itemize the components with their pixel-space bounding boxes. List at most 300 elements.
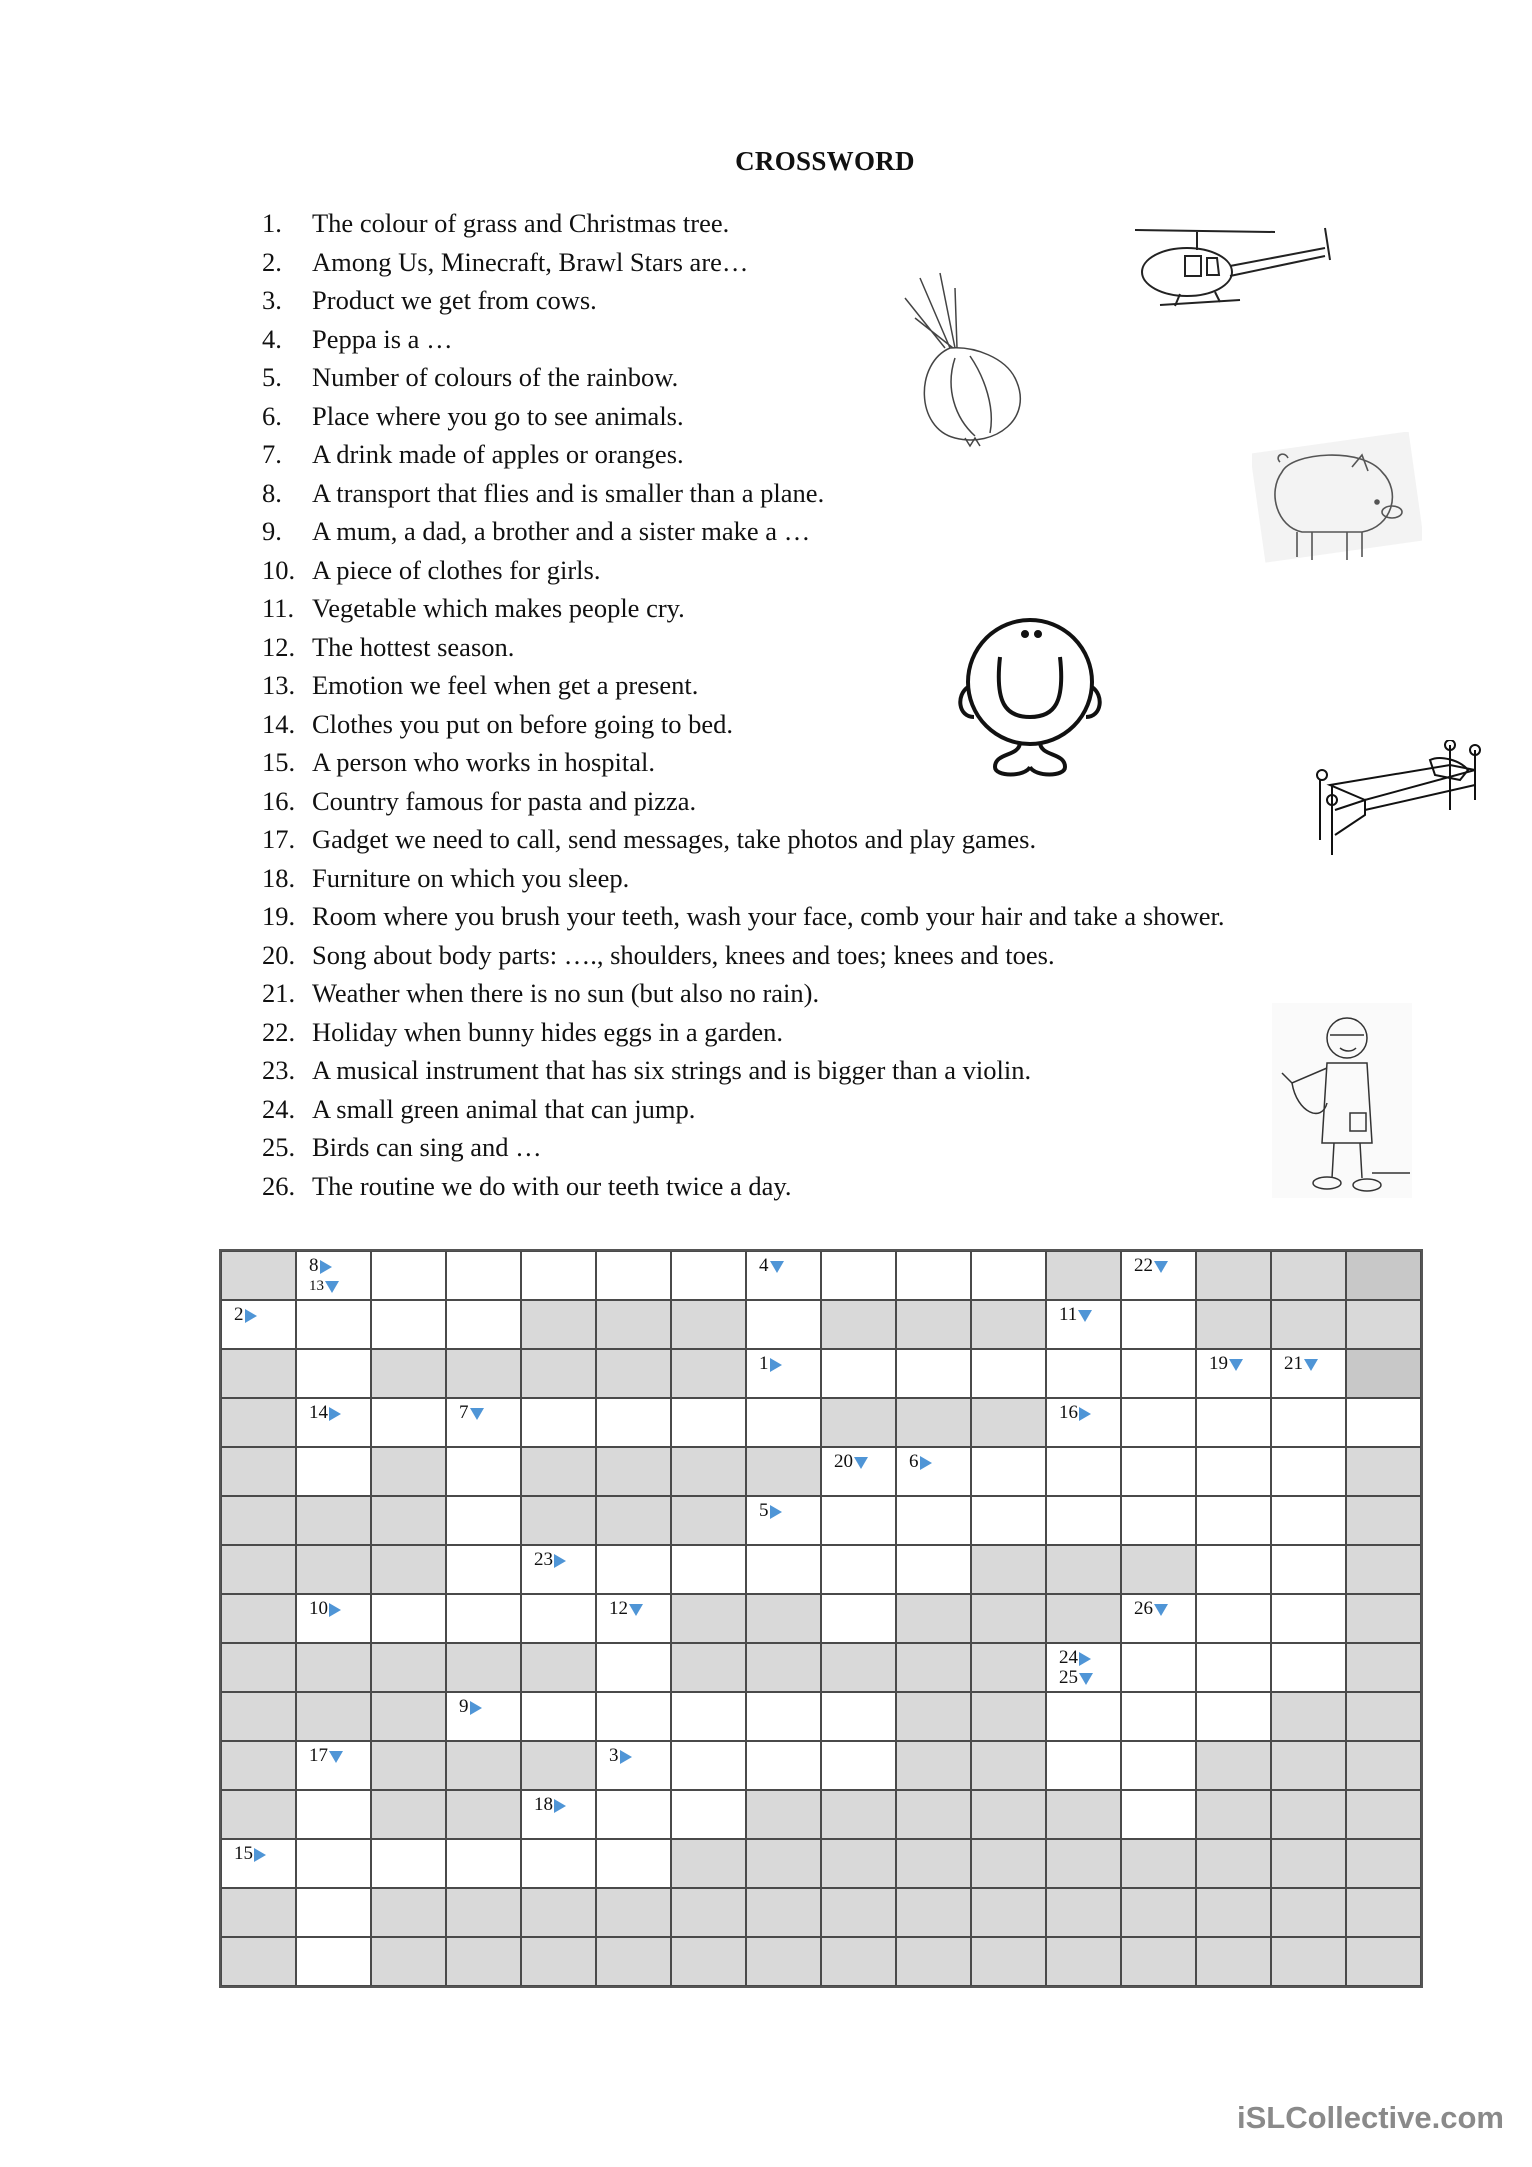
grid-block-cell (1046, 1251, 1121, 1300)
grid-letter-cell[interactable] (821, 1349, 896, 1398)
grid-block-cell (971, 1300, 1046, 1349)
clue-text: The colour of grass and Christmas tree. (312, 208, 730, 238)
grid-block-cell (371, 1496, 446, 1545)
grid-letter-cell[interactable] (1046, 1398, 1121, 1447)
clue-number: 26. (262, 1170, 296, 1201)
grid-letter-cell[interactable] (596, 1790, 671, 1839)
clue-item (262, 512, 1225, 551)
grid-letter-cell[interactable] (296, 1594, 371, 1643)
grid-block-cell (596, 1496, 671, 1545)
clue-number: 13. (262, 670, 296, 700)
grid-block-cell (221, 1496, 296, 1545)
grid-letter-cell[interactable] (296, 1741, 371, 1790)
arrow-down-icon (325, 1281, 339, 1293)
clue-number: 11. (262, 593, 295, 623)
grid-letter-cell[interactable] (371, 1300, 446, 1349)
clue-text: A drink made of apples or oranges. (312, 439, 684, 469)
clue-item (262, 1167, 1225, 1206)
grid-block-cell (821, 1839, 896, 1888)
clue-number-text: 10 (309, 1598, 328, 1619)
clue-number-text: 14 (309, 1402, 328, 1423)
grid-letter-cell[interactable] (596, 1251, 671, 1300)
clue-number-label (759, 1354, 782, 1374)
clue-number: 6. (262, 400, 282, 431)
clue-number: 10. (262, 554, 296, 585)
grid-block-cell (371, 1545, 446, 1594)
grid-letter-cell[interactable] (746, 1692, 821, 1741)
grid-letter-cell[interactable] (671, 1790, 746, 1839)
clue-number-text: 16 (1059, 1402, 1078, 1423)
grid-block-cell (746, 1839, 821, 1888)
grid-letter-cell[interactable] (1271, 1447, 1346, 1496)
grid-letter-cell[interactable] (821, 1692, 896, 1741)
grid-letter-cell[interactable] (446, 1839, 521, 1888)
grid-block-cell (1346, 1888, 1421, 1937)
grid-letter-cell[interactable] (671, 1545, 746, 1594)
grid-block-cell (1346, 1251, 1421, 1300)
grid-letter-cell[interactable] (821, 1594, 896, 1643)
grid-letter-cell[interactable] (1271, 1496, 1346, 1545)
grid-block-cell (1271, 1251, 1346, 1300)
grid-letter-cell[interactable] (446, 1594, 521, 1643)
grid-letter-cell[interactable] (296, 1398, 371, 1447)
clue-number-label (234, 1844, 266, 1864)
grid-letter-cell[interactable] (896, 1545, 971, 1594)
grid-letter-cell[interactable] (371, 1251, 446, 1300)
grid-block-cell (446, 1888, 521, 1937)
grid-block-cell (821, 1790, 896, 1839)
grid-block-cell (296, 1496, 371, 1545)
worksheet-title: CROSSWORD (735, 146, 915, 176)
clue-text: Number of colours of the rainbow. (312, 362, 679, 392)
grid-letter-cell[interactable] (896, 1251, 971, 1300)
clue-item (262, 435, 1225, 474)
grid-block-cell (1346, 1643, 1421, 1692)
grid-letter-cell[interactable] (221, 1300, 296, 1349)
arrow-down-icon (770, 1261, 784, 1273)
grid-letter-cell[interactable] (371, 1398, 446, 1447)
grid-block-cell (746, 1447, 821, 1496)
clue-number-label (1059, 1403, 1091, 1423)
grid-block-cell (1271, 1937, 1346, 1986)
grid-letter-cell[interactable] (446, 1398, 521, 1447)
grid-letter-cell[interactable] (1046, 1643, 1121, 1692)
clue-number-label (834, 1452, 868, 1472)
clue-item (262, 974, 1225, 1013)
grid-block-cell (1346, 1741, 1421, 1790)
grid-letter-cell[interactable] (821, 1741, 896, 1790)
clue-number-text: 22 (1134, 1255, 1153, 1276)
grid-letter-cell[interactable] (821, 1251, 896, 1300)
grid-letter-cell[interactable] (446, 1496, 521, 1545)
grid-letter-cell[interactable] (1271, 1594, 1346, 1643)
grid-block-cell (1271, 1300, 1346, 1349)
grid-letter-cell[interactable] (746, 1251, 821, 1300)
grid-block-cell (1121, 1937, 1196, 1986)
grid-block-cell (1271, 1790, 1346, 1839)
clue-number: 20. (262, 939, 296, 970)
grid-block-cell (221, 1447, 296, 1496)
grid-letter-cell[interactable] (446, 1447, 521, 1496)
grid-letter-cell[interactable] (296, 1790, 371, 1839)
clue-number: 15. (262, 747, 296, 777)
grid-letter-cell[interactable] (1046, 1300, 1121, 1349)
grid-block-cell (521, 1888, 596, 1937)
grid-letter-cell[interactable] (1121, 1594, 1196, 1643)
arrow-right-icon (920, 1456, 932, 1470)
clue-item (262, 551, 1225, 590)
grid-letter-cell[interactable] (1196, 1643, 1271, 1692)
grid-letter-cell[interactable] (746, 1496, 821, 1545)
clue-number-text: 24 (1059, 1647, 1078, 1668)
grid-letter-cell[interactable] (1046, 1741, 1121, 1790)
grid-letter-cell[interactable] (1196, 1692, 1271, 1741)
grid-block-cell (821, 1937, 896, 1986)
clue-text: A mum, a dad, a brother and a sister make a … (312, 516, 811, 546)
arrow-down-icon (1078, 1310, 1092, 1322)
grid-letter-cell[interactable] (296, 1888, 371, 1937)
arrow-right-icon (470, 1701, 482, 1715)
grid-letter-cell[interactable] (896, 1447, 971, 1496)
grid-letter-cell[interactable] (1121, 1447, 1196, 1496)
crossword-grid (219, 1249, 1423, 1988)
clue-item (262, 1013, 1225, 1052)
grid-block-cell (1121, 1888, 1196, 1937)
grid-letter-cell[interactable] (446, 1300, 521, 1349)
grid-letter-cell[interactable] (1271, 1545, 1346, 1594)
grid-letter-cell[interactable] (296, 1349, 371, 1398)
grid-block-cell (296, 1545, 371, 1594)
grid-letter-cell[interactable] (1271, 1398, 1346, 1447)
clue-number: 18. (262, 862, 296, 893)
grid-letter-cell[interactable] (971, 1447, 1046, 1496)
clue-text: Holiday when bunny hides eggs in a garden. (312, 1016, 784, 1047)
grid-letter-cell[interactable] (1346, 1398, 1421, 1447)
grid-letter-cell[interactable] (596, 1545, 671, 1594)
grid-letter-cell[interactable] (446, 1251, 521, 1300)
grid-block-cell (446, 1741, 521, 1790)
arrow-down-icon (1079, 1673, 1093, 1685)
grid-letter-cell[interactable] (521, 1545, 596, 1594)
grid-letter-cell[interactable] (521, 1594, 596, 1643)
clue-text: Among Us, Minecraft, Brawl Stars are… (312, 246, 749, 277)
grid-block-cell (371, 1790, 446, 1839)
arrow-right-icon (1079, 1407, 1091, 1421)
clue-text: Vegetable which makes people cry. (312, 593, 685, 623)
clue-text: Place where you go to see animals. (312, 400, 684, 431)
clue-number: 24. (262, 1093, 296, 1124)
grid-block-cell (671, 1496, 746, 1545)
grid-letter-cell[interactable] (221, 1839, 296, 1888)
arrow-down-icon (1154, 1604, 1168, 1616)
grid-block-cell (371, 1349, 446, 1398)
grid-block-cell (971, 1937, 1046, 1986)
grid-letter-cell[interactable] (1271, 1349, 1346, 1398)
grid-block-cell (1271, 1741, 1346, 1790)
grid-block-cell (1271, 1839, 1346, 1888)
arrow-down-icon (470, 1408, 484, 1420)
arrow-right-icon (329, 1407, 341, 1421)
grid-block-cell (1196, 1300, 1271, 1349)
grid-letter-cell[interactable] (1121, 1643, 1196, 1692)
grid-letter-cell[interactable] (296, 1937, 371, 1986)
clue-number-text: 2 (234, 1304, 244, 1325)
grid-letter-cell[interactable] (671, 1741, 746, 1790)
grid-block-cell (1046, 1937, 1121, 1986)
clue-number: 22. (262, 1016, 296, 1047)
grid-block-cell (221, 1888, 296, 1937)
clue-number: 21. (262, 978, 296, 1008)
grid-block-cell (746, 1643, 821, 1692)
clue-text: Clothes you put on before going to bed. (312, 708, 733, 739)
grid-letter-cell[interactable] (821, 1447, 896, 1496)
clue-item (262, 936, 1225, 975)
grid-block-cell (521, 1300, 596, 1349)
grid-block-cell (821, 1300, 896, 1349)
grid-letter-cell[interactable] (596, 1741, 671, 1790)
grid-block-cell (896, 1643, 971, 1692)
clue-number-text: 7 (459, 1402, 469, 1423)
grid-block-cell (596, 1888, 671, 1937)
clue-number-label (609, 1599, 643, 1619)
grid-letter-cell[interactable] (1046, 1692, 1121, 1741)
grid-block-cell (221, 1741, 296, 1790)
grid-letter-cell[interactable] (971, 1349, 1046, 1398)
pig-icon (1252, 432, 1422, 572)
clue-number: 12. (262, 631, 296, 662)
clue-text: Room where you brush your teeth, wash your face, comb your hair and take a shower. (312, 901, 1225, 931)
grid-letter-cell[interactable] (971, 1251, 1046, 1300)
grid-letter-cell[interactable] (1271, 1643, 1346, 1692)
clue-number: 4. (262, 323, 282, 354)
grid-block-cell (671, 1447, 746, 1496)
clue-item (262, 1128, 1225, 1167)
grid-block-cell (896, 1937, 971, 1986)
grid-letter-cell[interactable] (1121, 1398, 1196, 1447)
grid-letter-cell[interactable] (671, 1398, 746, 1447)
arrow-right-icon (320, 1260, 332, 1274)
grid-block-cell (971, 1594, 1046, 1643)
grid-block-cell (1271, 1888, 1346, 1937)
grid-block-cell (521, 1349, 596, 1398)
grid-block-cell (1196, 1790, 1271, 1839)
grid-letter-cell[interactable] (971, 1496, 1046, 1545)
grid-letter-cell[interactable] (521, 1790, 596, 1839)
grid-letter-cell[interactable] (296, 1251, 371, 1300)
grid-block-cell (521, 1496, 596, 1545)
grid-letter-cell[interactable] (746, 1545, 821, 1594)
clue-number-label (234, 1305, 257, 1325)
grid-letter-cell[interactable] (1121, 1251, 1196, 1300)
grid-letter-cell[interactable] (521, 1398, 596, 1447)
clue-number-label (1209, 1354, 1243, 1374)
grid-block-cell (671, 1594, 746, 1643)
grid-letter-cell[interactable] (746, 1741, 821, 1790)
grid-letter-cell[interactable] (1196, 1447, 1271, 1496)
grid-letter-cell[interactable] (1196, 1594, 1271, 1643)
clue-text: Birds can sing and … (312, 1132, 542, 1162)
grid-block-cell (296, 1643, 371, 1692)
clue-number: 2. (262, 246, 282, 277)
grid-block-cell (1346, 1594, 1421, 1643)
grid-block-cell (371, 1692, 446, 1741)
grid-letter-cell[interactable] (1046, 1447, 1121, 1496)
grid-block-cell (1346, 1790, 1421, 1839)
grid-letter-cell[interactable] (446, 1545, 521, 1594)
clue-number-label (1059, 1305, 1092, 1325)
clue-item (262, 320, 1225, 359)
clue-text: The routine we do with our teeth twice a day. (312, 1170, 792, 1201)
grid-letter-cell[interactable] (521, 1251, 596, 1300)
grid-letter-cell[interactable] (1121, 1300, 1196, 1349)
grid-letter-cell[interactable] (821, 1545, 896, 1594)
grid-letter-cell[interactable] (821, 1496, 896, 1545)
clue-number: 3. (262, 285, 282, 315)
grid-letter-cell[interactable] (1121, 1790, 1196, 1839)
grid-letter-cell[interactable] (596, 1398, 671, 1447)
clue-item (262, 358, 1225, 397)
bed-icon (1310, 740, 1485, 865)
grid-block-cell (896, 1888, 971, 1937)
clue-number: 7. (262, 439, 282, 469)
grid-letter-cell[interactable] (596, 1594, 671, 1643)
grid-letter-cell[interactable] (596, 1692, 671, 1741)
watermark: iSLCollective.com (1236, 2100, 1504, 2135)
grid-letter-cell[interactable] (296, 1447, 371, 1496)
clue-number-text: 19 (1209, 1353, 1228, 1374)
clue-number-text: 23 (534, 1549, 553, 1570)
grid-block-cell (1046, 1839, 1121, 1888)
clue-number: 19. (262, 901, 296, 931)
grid-block-cell (1346, 1496, 1421, 1545)
clue-text: Emotion we feel when get a present. (312, 670, 699, 700)
grid-block-cell (521, 1643, 596, 1692)
clue-number: 9. (262, 516, 282, 546)
grid-block-cell (371, 1937, 446, 1986)
grid-block-cell (521, 1447, 596, 1496)
clue-number-text: 1 (759, 1353, 769, 1374)
grid-block-cell (1346, 1692, 1421, 1741)
clue-text: A small green animal that can jump. (312, 1093, 696, 1124)
grid-block-cell (371, 1447, 446, 1496)
clue-item (262, 782, 1225, 821)
grid-block-cell (371, 1888, 446, 1937)
grid-letter-cell[interactable] (296, 1839, 371, 1888)
grid-letter-cell[interactable] (746, 1398, 821, 1447)
grid-block-cell (746, 1937, 821, 1986)
grid-block-cell (896, 1398, 971, 1447)
grid-letter-cell[interactable] (1196, 1398, 1271, 1447)
grid-block-cell (596, 1300, 671, 1349)
clue-number-text: 11 (1059, 1304, 1078, 1325)
grid-letter-cell[interactable] (1196, 1545, 1271, 1594)
clue-item (262, 1051, 1225, 1090)
clue-number-text: 12 (609, 1598, 628, 1619)
clue-number-text: 9 (459, 1696, 469, 1717)
grid-block-cell (1046, 1594, 1121, 1643)
clue-number-label (759, 1501, 782, 1521)
clue-number: 8. (262, 477, 282, 508)
grid-block-cell (971, 1741, 1046, 1790)
arrow-right-icon (770, 1358, 782, 1372)
grid-block-cell (971, 1839, 1046, 1888)
arrow-down-icon (329, 1751, 343, 1763)
grid-block-cell (1196, 1251, 1271, 1300)
clue-number-label (1059, 1648, 1091, 1668)
clue-item (262, 859, 1225, 898)
grid-letter-cell[interactable] (596, 1643, 671, 1692)
grid-letter-cell[interactable] (296, 1300, 371, 1349)
arrow-down-icon (1154, 1261, 1168, 1273)
grid-block-cell (1046, 1888, 1121, 1937)
grid-letter-cell[interactable] (746, 1300, 821, 1349)
grid-block-cell (221, 1790, 296, 1839)
grid-letter-cell[interactable] (521, 1692, 596, 1741)
grid-letter-cell[interactable] (1121, 1349, 1196, 1398)
grid-letter-cell[interactable] (896, 1349, 971, 1398)
grid-block-cell (671, 1349, 746, 1398)
clue-number: 23. (262, 1055, 296, 1085)
grid-block-cell (596, 1447, 671, 1496)
clue-text: Song about body parts: …., shoulders, knees and toes; knees and toes. (312, 939, 1055, 970)
grid-block-cell (671, 1888, 746, 1937)
grid-block-cell (371, 1741, 446, 1790)
clue-text: Weather when there is no sun (but also no rain). (312, 978, 820, 1008)
grid-block-cell (521, 1741, 596, 1790)
grid-block-cell (446, 1937, 521, 1986)
clue-number-text: 21 (1284, 1353, 1303, 1374)
clue-number-text: 3 (609, 1745, 619, 1766)
clue-number-label (534, 1550, 566, 1570)
grid-letter-cell[interactable] (1196, 1349, 1271, 1398)
grid-block-cell (1196, 1839, 1271, 1888)
grid-block-cell (746, 1790, 821, 1839)
grid-letter-cell[interactable] (671, 1692, 746, 1741)
grid-letter-cell[interactable] (371, 1839, 446, 1888)
grid-letter-cell[interactable] (1121, 1741, 1196, 1790)
grid-letter-cell[interactable] (1121, 1496, 1196, 1545)
grid-letter-cell[interactable] (1121, 1692, 1196, 1741)
clue-number-label (909, 1452, 932, 1472)
grid-letter-cell[interactable] (371, 1594, 446, 1643)
grid-block-cell (971, 1692, 1046, 1741)
grid-letter-cell[interactable] (746, 1349, 821, 1398)
grid-block-cell (371, 1643, 446, 1692)
grid-block-cell (221, 1594, 296, 1643)
grid-letter-cell[interactable] (671, 1251, 746, 1300)
clue-number-label (459, 1403, 484, 1423)
grid-letter-cell[interactable] (521, 1839, 596, 1888)
clue-number-label (1134, 1256, 1168, 1276)
grid-block-cell (296, 1692, 371, 1741)
clue-number-text: 15 (234, 1843, 253, 1864)
grid-letter-cell[interactable] (896, 1496, 971, 1545)
arrow-right-icon (554, 1554, 566, 1568)
grid-letter-cell[interactable] (1196, 1496, 1271, 1545)
grid-letter-cell[interactable] (596, 1839, 671, 1888)
clue-number: 5. (262, 362, 282, 392)
grid-letter-cell[interactable] (446, 1692, 521, 1741)
clue-text: A musical instrument that has six strings and is bigger than a violin. (312, 1055, 1032, 1085)
grid-block-cell (221, 1545, 296, 1594)
grid-block-cell (896, 1790, 971, 1839)
grid-letter-cell[interactable] (1046, 1349, 1121, 1398)
grid-letter-cell[interactable] (1046, 1496, 1121, 1545)
arrow-right-icon (1079, 1652, 1091, 1666)
arrow-right-icon (770, 1505, 782, 1519)
clue-item (262, 1090, 1225, 1129)
clue-number: 17. (262, 824, 296, 854)
